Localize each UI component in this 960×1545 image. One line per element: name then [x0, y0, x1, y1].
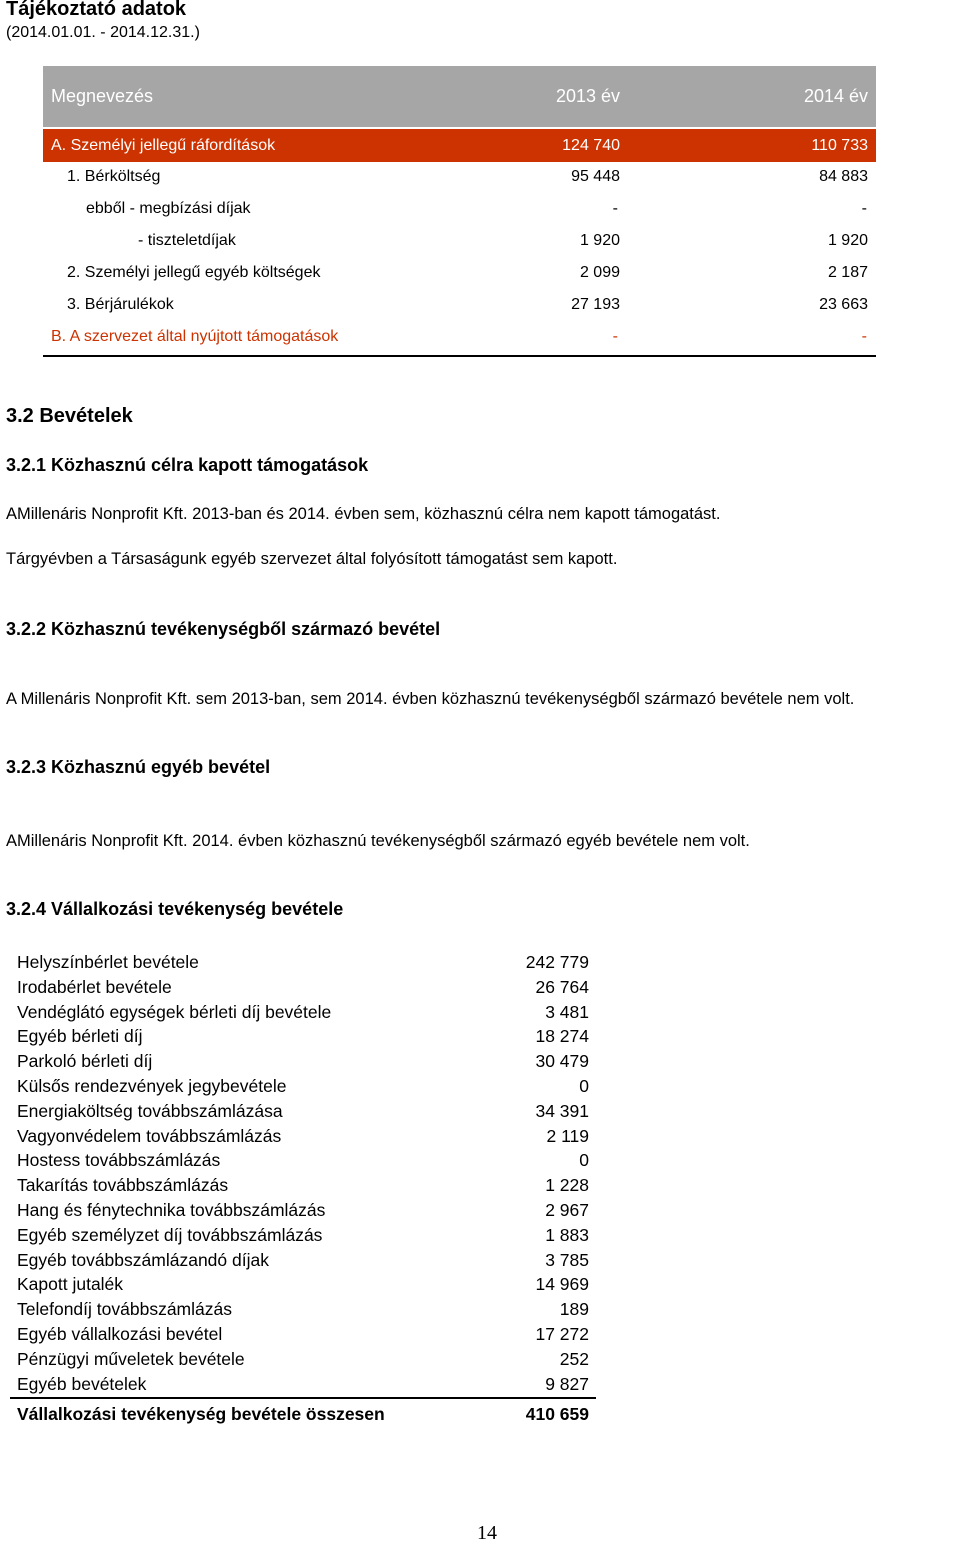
- list-item: [10, 1249, 596, 1274]
- item-label: Egyéb továbbszámlázandó díjak: [17, 1249, 269, 1270]
- item-value: 17 272: [535, 1323, 589, 1344]
- item-label: Telefondíj továbbszámlázás: [17, 1299, 232, 1320]
- row-name: ebből - megbízási díjak: [86, 200, 251, 217]
- item-label: Irodabérlet bevétele: [17, 976, 172, 997]
- section-heading-bevetelek: 3.2 Bevételek: [6, 405, 133, 427]
- item-label: Kapott jutalék: [17, 1274, 124, 1295]
- row-value-2013: 2 099: [579, 264, 620, 281]
- table-row: [43, 290, 876, 322]
- item-label: Takarítás továbbszámlázás: [17, 1175, 229, 1196]
- row-name: 2. Személyi jellegű egyéb költségek: [67, 264, 321, 281]
- item-value: 14 969: [535, 1274, 589, 1295]
- item-label: Vagyonvédelem továbbszámlázás: [17, 1125, 282, 1146]
- summary-table: [43, 66, 876, 357]
- row-value-2013: -: [612, 328, 618, 345]
- list-item: [10, 1075, 596, 1100]
- item-value: 189: [559, 1299, 589, 1320]
- item-value: 2 119: [546, 1125, 589, 1146]
- item-label: Hostess továbbszámlázás: [17, 1150, 221, 1171]
- row-name: 3. Bérjárulékok: [67, 296, 174, 313]
- item-value: 252: [559, 1348, 589, 1369]
- item-value: 242 779: [525, 952, 589, 972]
- total-label: Vállalkozási tevékenység bevétele összesen: [17, 1404, 385, 1425]
- item-value: 30 479: [535, 1051, 589, 1072]
- item-label: Pénzügyi műveletek bevétele: [17, 1348, 245, 1369]
- page-number: 14: [477, 1522, 497, 1544]
- row-value-2014: 23 663: [819, 296, 868, 313]
- column-header-2014: 2014 év: [803, 86, 868, 106]
- table-row: [43, 258, 876, 290]
- revenue-list: [10, 951, 596, 1429]
- item-label: Parkoló bérleti díj: [17, 1051, 153, 1072]
- list-item: [10, 1100, 596, 1125]
- subsection-heading-3-2-4: 3.2.4 Vállalkozási tevékenység bevétele: [6, 899, 344, 919]
- list-item: [10, 976, 596, 1001]
- list-item: [10, 1149, 596, 1174]
- paragraph-3-2-2: A Millenáris Nonprofit Kft. sem 2013-ban, sem 2014. évben közhasznú tevékenységből származó bevétele nem volt.: [6, 690, 855, 708]
- list-item: [10, 1001, 596, 1026]
- item-label: Külsős rendezvények jegybevétele: [17, 1075, 287, 1096]
- row-name: B. A szervezet által nyújtott támogatások: [51, 328, 339, 345]
- paragraph-3-2-3: AMillenáris Nonprofit Kft. 2014. évben közhasznú tevékenységből származó egyéb bevétele nem volt.: [6, 832, 750, 850]
- subsection-heading-3-2-1: 3.2.1 Közhasznú célra kapott támogatások: [6, 455, 369, 475]
- table-row: [43, 226, 876, 258]
- row-name: - tiszteletdíjak: [138, 232, 236, 249]
- paragraph-3-2-1-b: Tárgyévben a Társaságunk egyéb szervezet által folyósított támogatást sem kapott.: [6, 550, 618, 568]
- item-label: Egyéb vállalkozási bevétel: [17, 1323, 223, 1344]
- subsection-heading-3-2-3: 3.2.3 Közhasznú egyéb bevétel: [6, 757, 271, 777]
- list-item: [10, 1273, 596, 1298]
- item-value: 0: [579, 1075, 589, 1096]
- item-value: 9 827: [545, 1373, 589, 1394]
- list-item: [10, 951, 596, 976]
- list-item: [10, 1025, 596, 1050]
- list-item: [10, 1298, 596, 1323]
- item-value: 3 481: [545, 1001, 589, 1022]
- table-row: [43, 194, 876, 226]
- item-label: Energiaköltség továbbszámlázása: [17, 1100, 283, 1121]
- table-row: [43, 162, 876, 194]
- item-label: Helyszínbérlet bevétele: [17, 952, 199, 972]
- subsection-heading-3-2-2: 3.2.2 Közhasznú tevékenységből származó bevétel: [6, 619, 441, 639]
- list-item: [10, 1373, 596, 1400]
- item-label: Egyéb személyzet díj továbbszámlázás: [17, 1224, 323, 1245]
- row-value-2014: 2 187: [827, 264, 868, 281]
- list-item: [10, 1125, 596, 1150]
- row-value-2014: 84 883: [819, 168, 868, 185]
- item-value: 18 274: [535, 1026, 589, 1047]
- row-value-2013: -: [612, 200, 618, 217]
- row-name: 1. Bérköltség: [67, 168, 161, 185]
- item-value: 34 391: [535, 1100, 589, 1121]
- column-header-name: Megnevezés: [51, 86, 154, 106]
- row-name: A. Személyi jellegű ráfordítások: [51, 137, 276, 154]
- item-value: 1 883: [545, 1224, 589, 1245]
- total-value: 410 659: [525, 1404, 589, 1425]
- item-value: 2 967: [545, 1199, 589, 1220]
- table-header-row: [43, 66, 876, 129]
- list-item: [10, 1323, 596, 1348]
- total-row: [10, 1399, 596, 1429]
- table-row: [43, 129, 876, 162]
- item-label: Hang és fénytechnika továbbszámlázás: [17, 1199, 326, 1220]
- column-header-2013: 2013 év: [555, 86, 620, 106]
- paragraph-3-2-1-a: AMillenáris Nonprofit Kft. 2013-ban és 2014. évben sem, közhasznú célra nem kapott támogatást.: [6, 505, 721, 523]
- item-label: Egyéb bevételek: [17, 1373, 147, 1394]
- list-item: [10, 1224, 596, 1249]
- row-value-2013: 27 193: [571, 296, 620, 313]
- list-item: [10, 1348, 596, 1373]
- list-item: [10, 1174, 596, 1199]
- item-value: 1 228: [545, 1175, 589, 1196]
- item-label: Egyéb bérleti díj: [17, 1026, 143, 1047]
- period-subtitle: (2014.01.01. - 2014.12.31.): [6, 24, 200, 41]
- item-label: Vendéglátó egységek bérleti díj bevétele: [17, 1001, 332, 1022]
- item-value: 26 764: [535, 976, 589, 997]
- row-value-2013: 95 448: [571, 168, 620, 185]
- list-item: [10, 1050, 596, 1075]
- row-value-2014: -: [861, 328, 867, 345]
- row-value-2014: 110 733: [811, 137, 868, 154]
- page-title: Tájékoztató adatok: [6, 0, 187, 20]
- table-row: [43, 322, 876, 357]
- row-value-2013: 124 740: [562, 137, 620, 154]
- row-value-2014: 1 920: [827, 232, 868, 249]
- item-value: 3 785: [545, 1249, 589, 1270]
- row-value-2014: -: [861, 200, 867, 217]
- row-value-2013: 1 920: [579, 232, 620, 249]
- list-item: [10, 1199, 596, 1224]
- item-value: 0: [579, 1150, 589, 1171]
